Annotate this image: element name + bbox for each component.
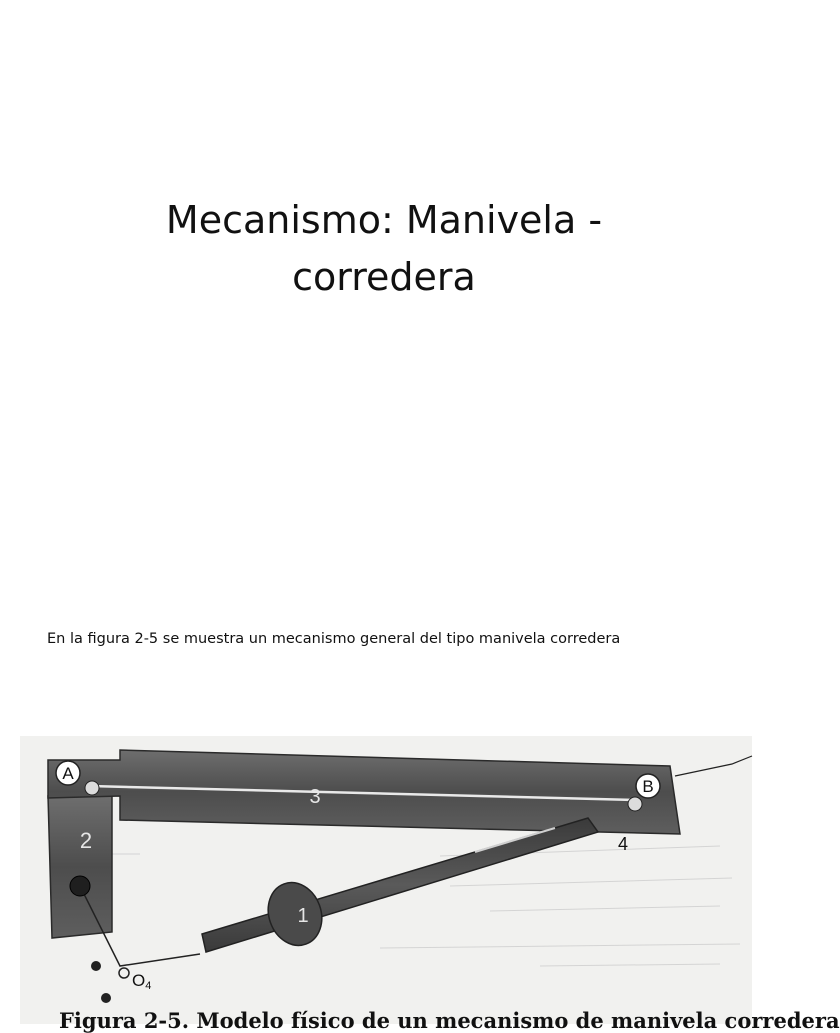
pivot-o4-circle (119, 968, 129, 978)
label-link-4: 4 (617, 834, 629, 854)
label-pivot-o4: O4 (132, 971, 152, 992)
joint-crank (70, 876, 90, 896)
label-link-1: 1 (297, 905, 309, 927)
slide-title-line-2: corredera (292, 255, 476, 299)
joint-a (85, 781, 99, 795)
label-a (56, 761, 80, 785)
link-2 (48, 796, 112, 938)
label-link-3: 3 (309, 786, 321, 808)
slide-title-line-1: Mecanismo: Manivela - (165, 198, 603, 242)
label-link-2: 2 (79, 828, 93, 853)
figure-caption: Figura 2-5. Modelo físico de un mecanismo de manivela corredera (59, 1008, 840, 1033)
svg-text:B: B (642, 777, 654, 796)
body-paragraph: En la figura 2-5 se muestra un mecanismo general del tipo manivela corredera (47, 631, 621, 647)
svg-text:A: A (62, 764, 74, 783)
mechanism-drawing (20, 736, 752, 1024)
ground-dot-2 (101, 993, 111, 1003)
joint-b (628, 797, 642, 811)
slide-title (64, 192, 704, 306)
ground-dot-1 (91, 961, 101, 971)
mechanism-figure (20, 736, 752, 1024)
label-b (636, 774, 660, 798)
